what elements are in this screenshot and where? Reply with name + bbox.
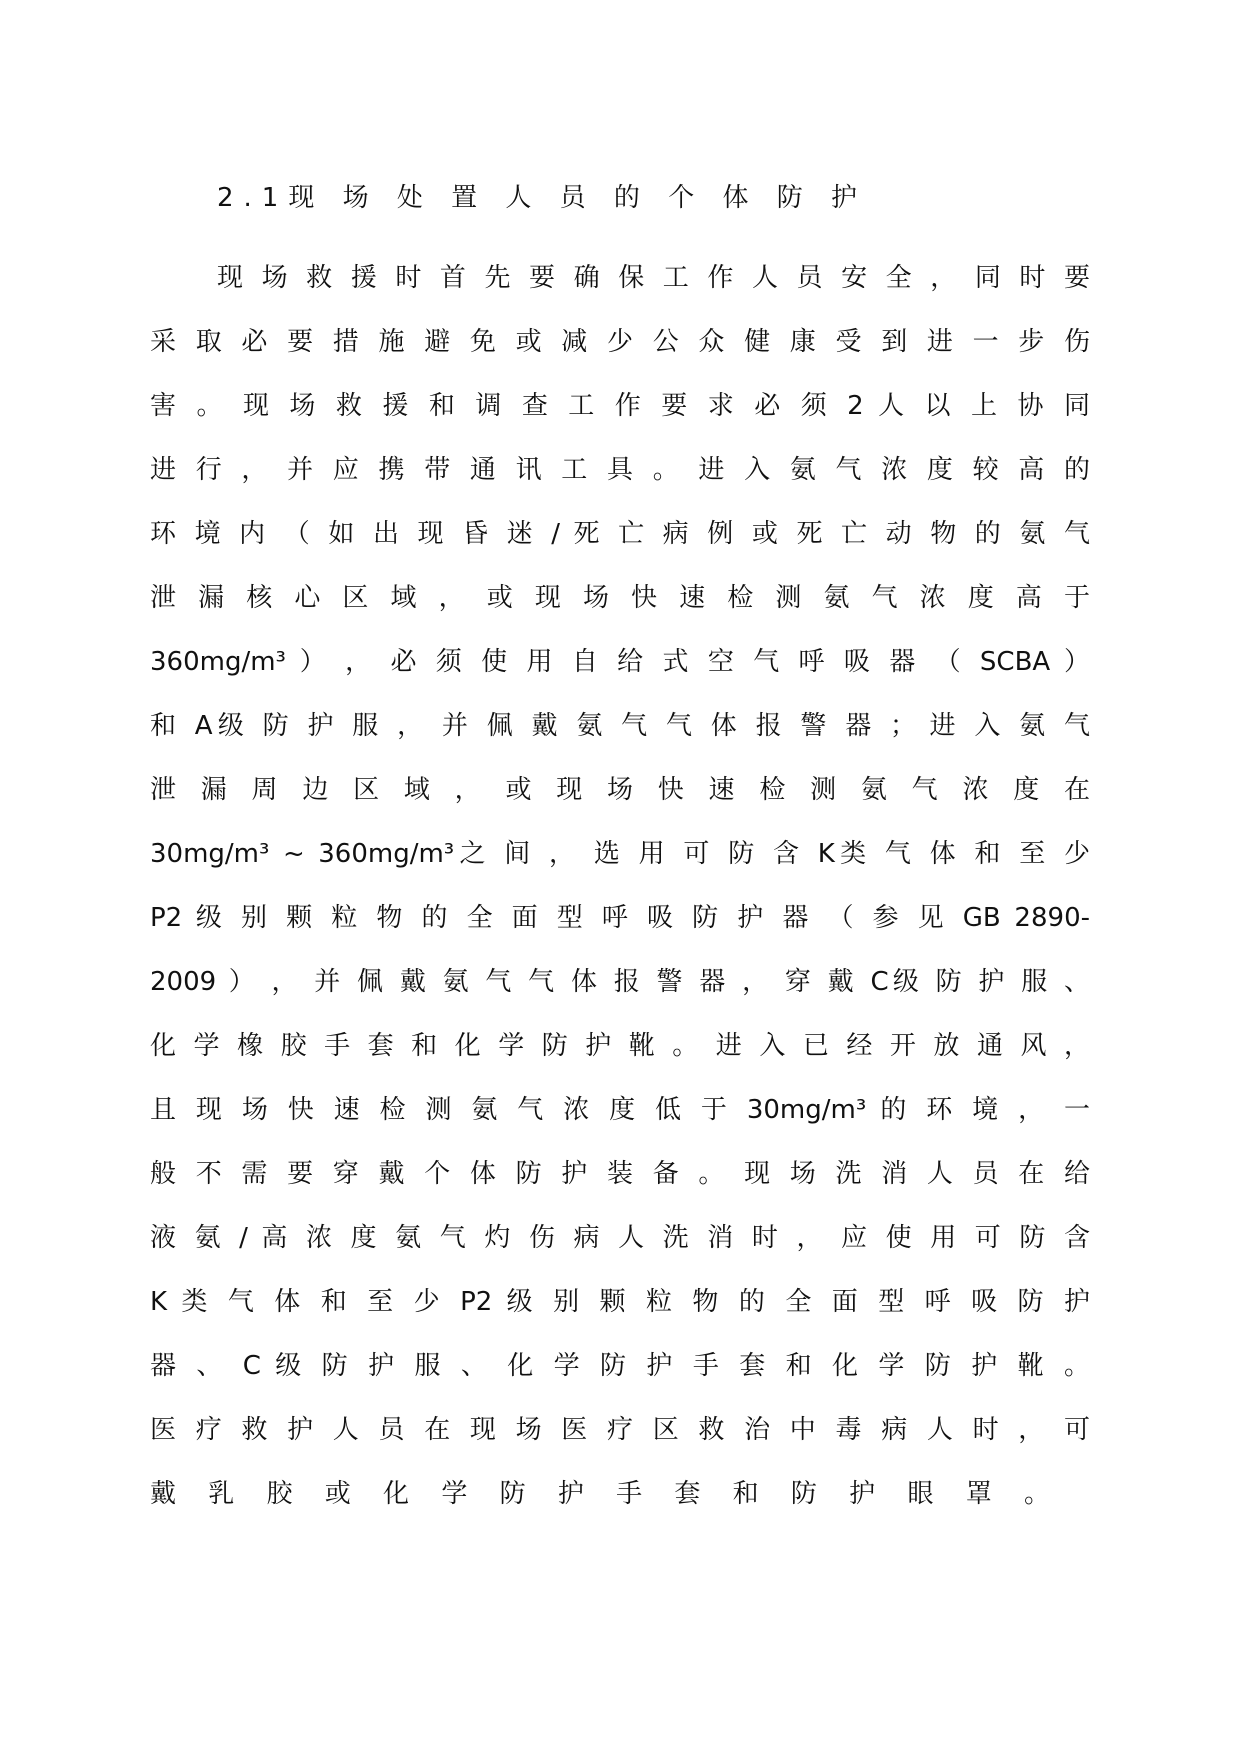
paragraph-line-1: 现 场 救 援 时 首 先 要 确 保 工 作 人 员 安 全 ， 同 时 要 bbox=[217, 263, 1090, 293]
paragraph-line-8: 和 A级 防 护 服 ， 并 佩 戴 氨 气 气 体 报 警 器 ； 进 入 氨 气 bbox=[150, 711, 1090, 741]
paragraph-line-16: 液 氨 / 高 浓 度 氨 气 灼 伤 病 人 洗 消 时 ， 应 使 用 可 防 含 bbox=[150, 1223, 1090, 1253]
paragraph-line-4: 进 行 ， 并 应 携 带 通 讯 工 具 。 进 入 氨 气 浓 度 较 高 的 bbox=[150, 455, 1090, 485]
paragraph-line-3: 害 。 现 场 救 援 和 调 查 工 作 要 求 必 须 2 人 以 上 协 同 bbox=[150, 391, 1090, 421]
paragraph-line-18: 器 、 C 级 防 护 服 、 化 学 防 护 手 套 和 化 学 防 护 靴 。 bbox=[150, 1351, 1090, 1381]
paragraph-line-19: 医 疗 救 护 人 员 在 现 场 医 疗 区 救 治 中 毒 病 人 时 ， 可 bbox=[150, 1415, 1090, 1445]
paragraph-line-14: 且 现 场 快 速 检 测 氨 气 浓 度 低 于 30mg/m³ 的 环 境 ， 一 bbox=[150, 1095, 1090, 1125]
paragraph-line-5: 环 境 内 （ 如 出 现 昏 迷 / 死 亡 病 例 或 死 亡 动 物 的 氨 气 bbox=[150, 519, 1090, 549]
paragraph-line-7: 360mg/m³ ） ， 必 须 使 用 自 给 式 空 气 呼 吸 器 （ SCBA ） bbox=[150, 647, 1090, 677]
paragraph-line-15: 般 不 需 要 穿 戴 个 体 防 护 装 备 。 现 场 洗 消 人 员 在 给 bbox=[150, 1159, 1090, 1189]
paragraph-line-20: 戴 乳 胶 或 化 学 防 护 手 套 和 防 护 眼 罩 。 bbox=[150, 1479, 1062, 1509]
paragraph-line-12: 2009 ） ， 并 佩 戴 氨 气 气 体 报 警 器 ， 穿 戴 C级 防 护 服 、 bbox=[150, 967, 1090, 997]
paragraph-line-17: K 类 气 体 和 至 少 P2 级 别 颗 粒 物 的 全 面 型 呼 吸 防 护 bbox=[150, 1287, 1090, 1317]
paragraph-line-11: P2 级 别 颗 粒 物 的 全 面 型 呼 吸 防 护 器 （ 参 见 GB 2890- bbox=[150, 903, 1090, 933]
section-heading: 2.1现 场 处 置 人 员 的 个 体 防 护 bbox=[217, 183, 867, 213]
paragraph-line-6: 泄 漏 核 心 区 域 ， 或 现 场 快 速 检 测 氨 气 浓 度 高 于 bbox=[150, 583, 1090, 613]
paragraph-line-10: 30mg/m³ ~ 360mg/m³之 间 ， 选 用 可 防 含 K类 气 体 和 至 少 bbox=[150, 839, 1090, 869]
paragraph-line-9: 泄 漏 周 边 区 域 ， 或 现 场 快 速 检 测 氨 气 浓 度 在 bbox=[150, 775, 1090, 805]
paragraph-line-2: 采 取 必 要 措 施 避 免 或 减 少 公 众 健 康 受 到 进 一 步 伤 bbox=[150, 327, 1090, 357]
paragraph-line-13: 化 学 橡 胶 手 套 和 化 学 防 护 靴 。 进 入 已 经 开 放 通 风 ， bbox=[150, 1031, 1090, 1061]
